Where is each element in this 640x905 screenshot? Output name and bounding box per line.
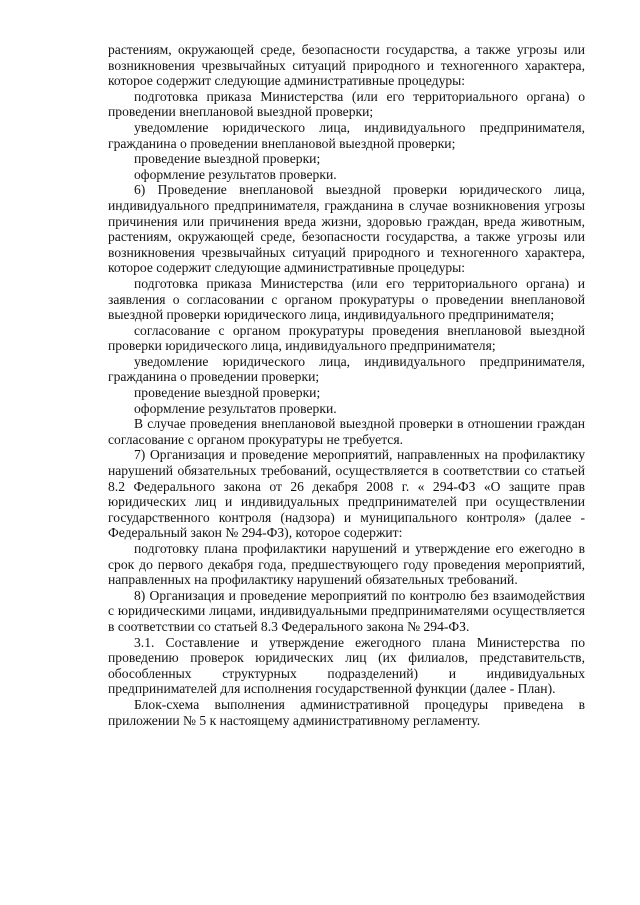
paragraph-item-7-plan: подготовку плана профилактики нарушений и утверждение его ежегодно в срок до первого декабря года, предшествующего году проведения мероприятий, направленных на профилактику нарушений обязательных требований. <box>108 541 585 588</box>
document-body <box>108 42 585 728</box>
paragraph-flowchart-reference: Блок-схема выполнения административной процедуры приведена в приложении № 5 к настоящему административному регламенту. <box>108 696 585 728</box>
paragraph-procedure-order: подготовка приказа Министерства (или его территориального органа) о проведении внеплановой выездной проверки; <box>108 88 585 120</box>
paragraph-item-7: 7) Организация и проведение мероприятий, направленных на профилактику нарушений обязательных требований, осуществляется в соответствии со статьей 8.2 Федерального закона от 26 декабря 2008 г. « 294-ФЗ «О защите прав юридических лиц и индивидуальных предпринимателей при осуществлении государственного контроля (надзора) и муниципального контроля» (далее - Федеральный закон № 294-ФЗ), которое содержит: <box>108 447 585 541</box>
paragraph-procedure-notification: уведомление юридического лица, индивидуального предпринимателя, гражданина о проведении внеплановой выездной проверки; <box>108 119 585 151</box>
paragraph-item-6-inspection: проведение выездной проверки; <box>134 385 321 401</box>
paragraph-item-6-order: подготовка приказа Министерства (или его территориального органа) и заявления о согласовании с органом прокуратуры о проведении внеплановой выездной проверки юридического лица, индивидуального предпринимателя; <box>108 275 585 323</box>
paragraph-item-8: 8) Организация и проведение мероприятий по контролю без взаимодействия с юридическими лицами, индивидуальными предпринимателями осуществляется в соответствии со статьей 8.3 Федерального закона № 294-ФЗ. <box>108 587 585 634</box>
paragraph-procedure-inspection: проведение выездной проверки; <box>134 151 321 167</box>
paragraph-procedure-results: оформление результатов проверки. <box>134 166 337 182</box>
paragraph-item-6-results: оформление результатов проверки. <box>134 400 337 416</box>
paragraph-citizens-note: В случае проведения внеплановой выездной проверки в отношении граждан согласование с органом прокуратуры не требуется. <box>108 416 585 447</box>
paragraph-section-3-1: 3.1. Составление и утверждение ежегодного плана Министерства по проведению проверок юридических лиц (их филиалов, представительств, обособленных структурных подразделений) и индивидуальных предпринимателей для исполнения государственной функции (далее - План). <box>108 634 585 697</box>
paragraph-intro-continuation: растениям, окружающей среде, безопасности государства, а также угрозы или возникновения чрезвычайных ситуаций природного и техногенного характера, которое содержит следующие административные процедуры: <box>108 42 585 89</box>
paragraph-item-6-approval: согласование с органом прокуратуры проведения внеплановой выездной проверки юридического лица, индивидуального предпринимателя; <box>108 322 585 354</box>
paragraph-item-6: 6) Проведение внеплановой выездной проверки юридического лица, индивидуального предпринимателя, гражданина в случае возникновения угрозы причинения или причинения вреда жизни, здоровью граждан, вреда животным, растениям, окружающей среде, безопасности государства, а также угрозы или возникновения чрезвычайных ситуаций природного и техногенного характера, которое содержит следующие административные процедуры: <box>108 182 585 276</box>
paragraph-item-6-notification: уведомление юридического лица, индивидуального предпринимателя, гражданина о проведении проверки; <box>108 353 585 385</box>
